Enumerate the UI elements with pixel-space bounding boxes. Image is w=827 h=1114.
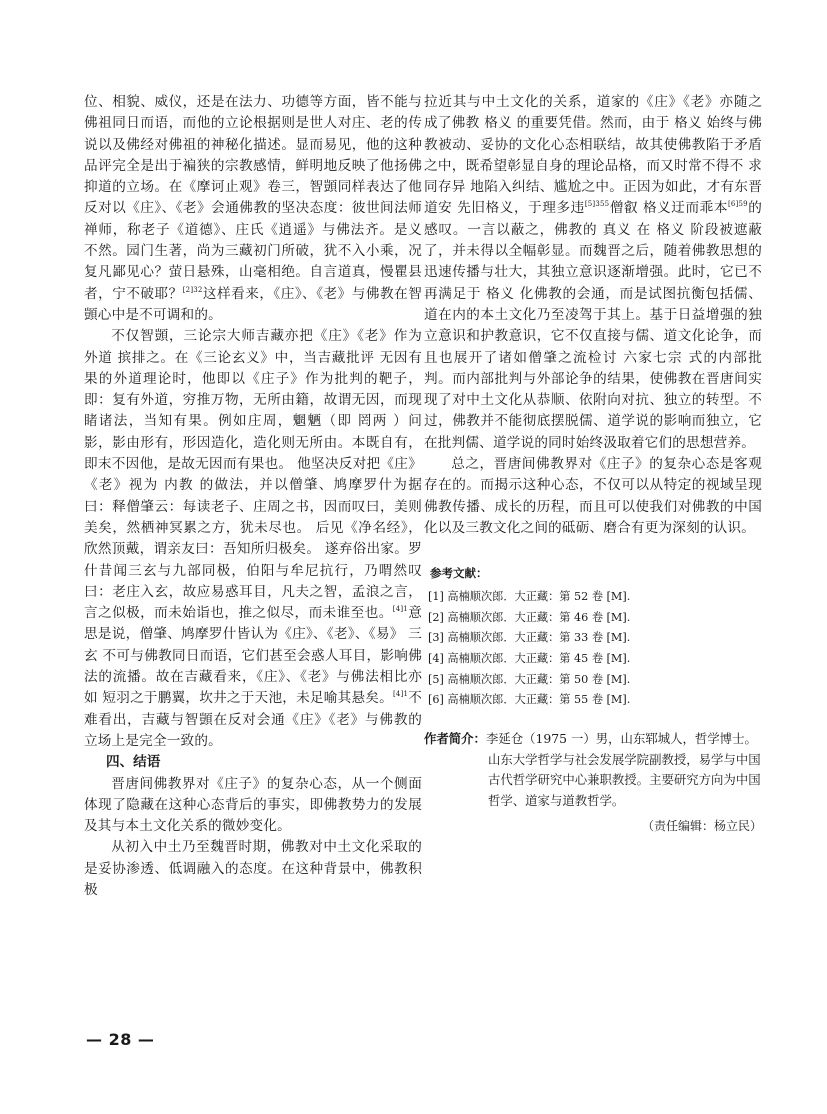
author-details: 山东大学哲学与社会发展学院副教授，易学与中国古代哲学研究中心兼职教授。主要研究方向为中国哲学、道家与道教哲学。	[488, 751, 761, 809]
references-title: 参考文献：	[430, 566, 488, 581]
section-title: 四、结语	[106, 754, 161, 771]
author-intro: 李延仓（1975 一）男，山东郓城人，哲学博士。	[485, 730, 757, 746]
page-number: — 28 —	[86, 1030, 155, 1049]
body-paragraph: 拉近其与中土文化的关系，道家的《庄》《老》亦随之成了佛教 格义 的重要凭借。然而，由于 格义 始终与佛教被动、妥协的文化心态相联结，故其使佛教陷于矛盾之中，既希望彰显自身的理论品格，而又时常不得不 求同存异 地陷入纠结、尴尬之中。正因为如此，才有东晋道安 先旧格义，于理多违$^{[5]355}$僧叡 格义迂而乖本$^{[6]59}$的感叹。一言以蔽之，佛教的 真义 在 格义 阶段被遮蔽了，并未得以全幅彰显。而魏晋之后，随着佛教思想的迅速传播与壮大，其独立意识逐渐增强。此时，它已不再满足于 格义 化佛教的会通，而是试图抗衡包括儒、道在内的本土文化乃至凌驾于其上。基于日益增强的独立意识和护教意识，它不仅直接与儒、道文化论争，而且也展开了诸如僧肇之流检讨 六家七宗 式的内部批判。而内部批判与外部论争的结果，使佛教在晋唐间实现了对中土文化从恭顺、依附向对抗、独立的转型。不过，佛教并不能彻底摆脱儒、道学说的影响而独立，它在批判儒、道学说的同时始终汲取着它们的思想营养。	[424, 94, 763, 451]
citation: [6]59	[728, 200, 748, 209]
reference-item: [1] 高楠顺次郎．大正藏：第 52 卷 [M].	[428, 590, 631, 604]
citation: [5]355	[584, 200, 610, 209]
reference-item: [2] 高楠顺次郎．大正藏：第 46 卷 [M].	[428, 610, 631, 624]
body-paragraph: 总之，晋唐间佛教界对《庄子》的复杂心态是客观存在的。而揭示这种心态，不仅可以从特定的视域呈现佛教传播、成长的历程，而且可以使我们对佛教的中国化以及三教文化之间的砥砺、磨合有更为深刻的认识。	[424, 456, 762, 536]
author-label: 作者简介：	[424, 730, 486, 746]
body-paragraph: 晋唐间佛教界对《庄子》的复杂心态，从一个侧面体现了隐藏在这种心态背后的事实，即佛教势力的发展及其与本土文化关系的微妙变化。	[84, 775, 422, 835]
body-paragraph: 不仅智顗，三论宗大师吉藏亦把《庄》《老》作为 外道 摈排之。在《三论玄义》中，当吉藏批评 无因有果的外道理论时，他即以《庄子》作为批判的靶子，即：复有外道，穷推万物，无所由籍，故谓无因，而现睹诸法，当知有果。例如庄周，魍魉（即 罔两 ）问影，影由形有，形因造化，造化则无所由。本既自有，即末不因他，是故无因而有果也。 他坚决反对把《庄》《老》视为 内教 的做法，并以僧肇、鸠摩罗什为据曰：释僧肇云：每读老子、庄周之书，因而叹曰，美则美矣，然栖神冥累之方，犹未尽也。 后见《净名经》，欣然顶戴，谓亲友曰：吾知所归极矣。 遂弃俗出家。罗什昔闻三玄与九部同极，伯阳与牟尼抗行，乃喟然叹曰：老庄入玄，故应易惑耳目，凡夫之智，孟浪之言，言之似极，而未始诣也，推之似尽，而未谁至也。$^{[4]1}$意思是说，僧肇、鸠摩罗什皆认为《庄》、《老》、《易》 三玄 不可与佛教同日而语，它们甚至会惑人耳目，影响佛法的流播。故在吉藏看来，《庄》、《老》与佛法相比亦如 短羽之于鹏翼，坎井之于天池，未足喻其悬矣。$^{[4]1}$不难看出，吉藏与智顗在反对会通《庄》《老》与佛教的立场上是完全一致的。	[84, 328, 423, 749]
reference-list	[424, 587, 762, 711]
body-paragraph: 从初入中土乃至魏晋时期，佛教对中土文化采取的是妥协渗透、低调融入的态度。在这种背景中，佛教积极	[84, 839, 422, 898]
reference-item: [4] 高楠顺次郎．大正藏：第 45 卷 [M].	[428, 652, 631, 666]
citation: [4]1	[392, 605, 408, 614]
right-column	[424, 92, 762, 837]
author-bio	[424, 729, 762, 837]
left-column	[84, 92, 422, 901]
body-paragraph: 位、相貌、威仪，还是在法力、功德等方面，皆不能与佛祖同日而语，而他的立论根据则是世人对庄、老的传说以及佛经对佛祖的神秘化描述。显而易见，他的这种品评完全是出于褊狭的宗教感情，鲜明地反映了他扬佛抑道的立场。在《摩诃止观》卷三，智顗同样表达了他反对以《庄》、《老》会通佛教的坚决态度：彼世间法师禅师，称老子《道德》、庄氏《逍遥》与佛法齐。是义不然。园门生著，尚为三藏初门所破，犹不入小乘，况复凡鄙见心？萤日悬殊，山毫相绝。自言道真，慢瞿县者，宁不破耶？$^{[2]32}$这样看来，《庄》、《老》与佛教在智顗心中是不可调和的。	[84, 94, 422, 323]
reference-item: [6] 高楠顺次郎．大正藏：第 55 卷 [M].	[428, 693, 631, 707]
reference-item: [3] 高楠顺次郎．大正藏：第 33 卷 [M].	[428, 631, 631, 645]
responsible-editor: （责任编辑：杨立民）	[641, 818, 762, 833]
citation: [4]1	[393, 690, 409, 699]
reference-item: [5] 高楠顺次郎．大正藏：第 50 卷 [M].	[428, 672, 631, 686]
citation: [2]32	[182, 285, 203, 294]
